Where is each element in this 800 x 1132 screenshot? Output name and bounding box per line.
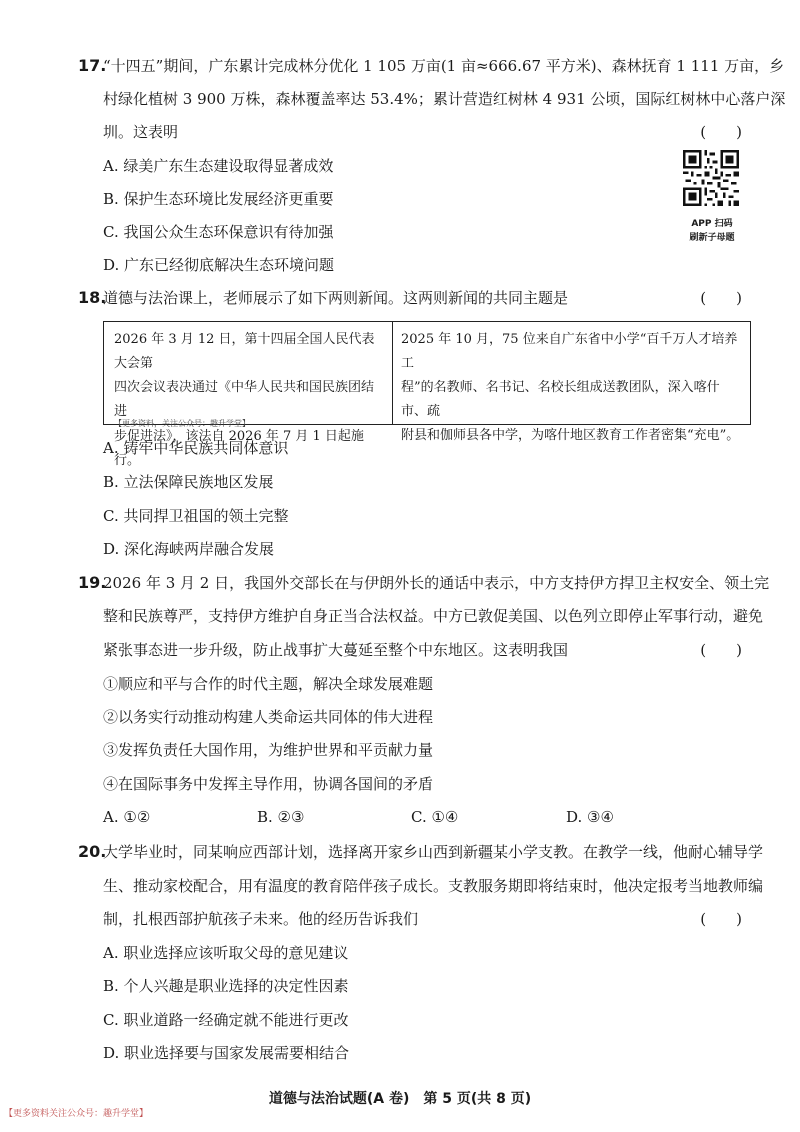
news-left-line-2: 四次会议表决通过《中华人民共和国民族团结进: [114, 380, 375, 419]
q17-option-a: A. 绿美广东生态建设取得显著成效: [103, 157, 334, 175]
q19-statement-4: ④在国际事务中发挥主导作用，协调各国间的矛盾: [103, 775, 434, 793]
q19-choice-d: D. ③④: [566, 808, 614, 826]
q19-stem-line-2: 整和民族尊严，支持伊方维护自身正当合法权益。中方已敦促美国、以色列立即停止军事行动，避免: [103, 607, 764, 625]
q17-stem-line-3: 圳。这表明: [103, 123, 179, 141]
q18-option-a: A. 铸牢中华民族共同体意识: [103, 439, 289, 457]
news-right-line-3: 附县和伽师县各中学，为喀什地区教育工作者密集“充电”。: [401, 428, 740, 443]
q19-statement-2: ②以务实行动推动构建人类命运共同体的伟大进程: [103, 708, 434, 726]
q19-statement-1: ①顺应和平与合作的时代主题，解决全球发展难题: [103, 675, 434, 693]
q18-answer-paren: ( ): [700, 289, 742, 307]
qr-caption-line-1: APP 扫码: [691, 219, 733, 229]
q18-option-b: B. 立法保障民族地区发展: [103, 473, 274, 491]
news-right: [401, 328, 741, 448]
q20-option-c: C. 职业道路一经确定就不能进行更改: [103, 1011, 349, 1029]
q17-option-d: D. 广东已经彻底解决生态环境问题: [103, 256, 335, 274]
page-footer: 道德与法治试题(A 卷) 第 5 页(共 8 页): [268, 1091, 532, 1107]
news-left-line-1: 2026 年 3 月 12 日，第十四届全国人民代表大会第: [114, 332, 375, 371]
news-right-line-2: 程”的名教师、名书记、名校长组成送教团队，深入喀什市、疏: [401, 380, 720, 419]
qr-code-icon[interactable]: [683, 150, 739, 206]
watermark-text: 【更多资料关注公众号：趣升学堂】: [4, 1109, 149, 1119]
q18-option-c: C. 共同捍卫祖国的领土完整: [103, 507, 289, 525]
q17-answer-paren: ( ): [700, 123, 742, 141]
q20-option-d: D. 职业选择要与国家发展需要相结合: [103, 1044, 350, 1062]
q18-stem: 道德与法治课上，老师展示了如下两则新闻。这两则新闻的共同主题是: [103, 289, 569, 307]
q20-stem-line-2: 生、推动家校配合，用有温度的教育陪伴孩子成长。支教服务期即将结束时，他决定报考当地教师编: [103, 877, 764, 895]
q17-stem-line-1: “十四五”期间，广东累计完成林分优化 1 105 万亩(1 亩≈666.67 平方米)、森林抚育 1 111 万亩，乡: [103, 57, 785, 75]
q20-stem-line-3: 制，扎根西部护航孩子未来。他的经历告诉我们: [103, 910, 419, 928]
q17-option-c: C. 我国公众生态环保意识有待加强: [103, 223, 334, 241]
q20-number: 20.: [78, 842, 107, 861]
q17-option-b: B. 保护生态环境比发展经济更重要: [103, 190, 334, 208]
q19-stem-line-3: 紧张事态进一步升级，防止战事扩大蔓延至整个中东地区。这表明我国: [103, 641, 569, 659]
news-right-line-1: 2025 年 10 月，75 位来自广东省中小学“百千万人才培养工: [401, 332, 738, 371]
q17-stem-line-2: 村绿化植树 3 900 万株，森林覆盖率达 53.4%；累计营造红树林 4 931 公顷，国际红树林中心落户深: [103, 90, 786, 108]
q20-stem-line-1: 大学毕业时，同某响应西部计划，选择离开家乡山西到新疆某小学支教。在教学一线，他耐心辅导学: [103, 843, 764, 861]
q20-option-a: A. 职业选择应该听取父母的意见建议: [103, 944, 349, 962]
q17-number: 17.: [78, 56, 107, 75]
qr-caption-line-2: 刷新子母题: [689, 233, 735, 243]
news-box-divider: [392, 322, 393, 424]
q20-answer-paren: ( ): [700, 910, 742, 928]
q19-choice-b: B. ②③: [257, 808, 305, 826]
q19-choice-c: C. ①④: [411, 808, 459, 826]
q19-answer-paren: ( ): [700, 641, 742, 659]
q19-statement-3: ③发挥负责任大国作用，为维护世界和平贡献力量: [103, 741, 434, 759]
q18-option-d: D. 深化海峡两岸融合发展: [103, 540, 275, 558]
q20-option-b: B. 个人兴趣是职业选择的决定性因素: [103, 977, 349, 995]
q18-number: 18.: [78, 288, 107, 307]
news-left-line-3: 步促进法》，该法自 2026 年 7 月 1 日起施行。: [114, 429, 364, 468]
q19-number: 19.: [78, 573, 107, 592]
news-left-tiny-note: 【更多资料，关注公众号：趣升学堂】: [114, 419, 250, 428]
q19-stem-line-1: 2026 年 3 月 2 日，我国外交部长在与伊朗外长的通话中表示，中方支持伊方捍卫主权安全、领土完: [103, 574, 770, 592]
q19-choice-a: A. ①②: [103, 808, 151, 826]
